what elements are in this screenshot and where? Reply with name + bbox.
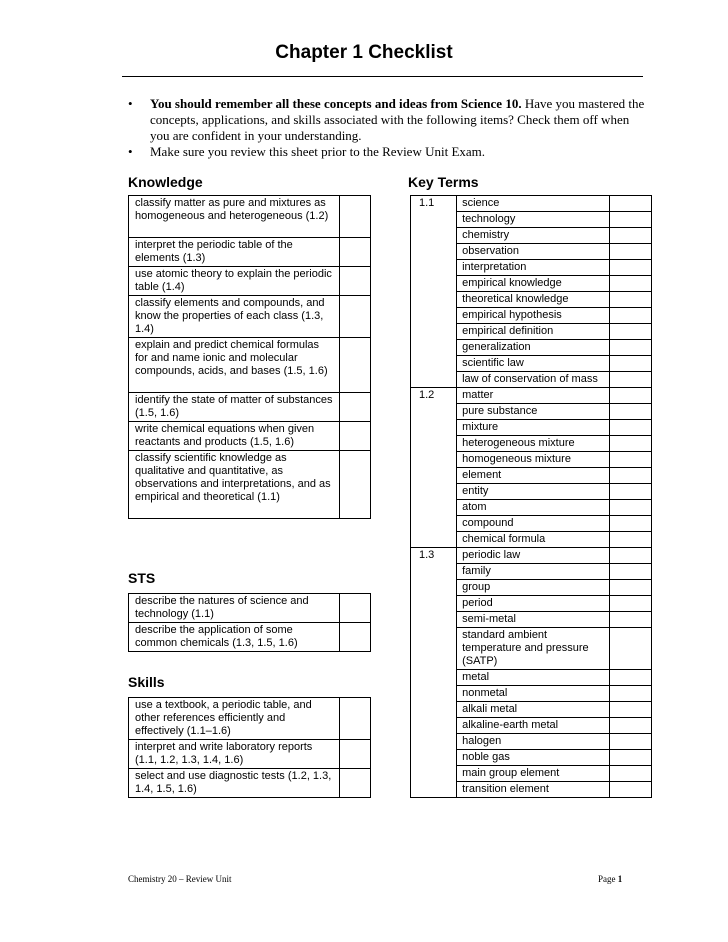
key-term-row <box>411 404 652 420</box>
key-term: standard ambient temperature and pressure (SATP) <box>457 628 610 670</box>
key-term-row <box>411 734 652 750</box>
section-number <box>411 308 457 324</box>
key-term: compound <box>457 516 610 532</box>
checklist-row <box>129 451 371 519</box>
key-term-row <box>411 500 652 516</box>
key-term: entity <box>457 484 610 500</box>
section-number <box>411 628 457 670</box>
checklist-row <box>129 698 371 740</box>
key-term-row <box>411 340 652 356</box>
checkbox[interactable] <box>610 580 652 596</box>
key-term: periodic law <box>457 548 610 564</box>
key-term-row <box>411 356 652 372</box>
section-number <box>411 340 457 356</box>
key-term-row <box>411 548 652 564</box>
key-term-row <box>411 766 652 782</box>
key-term: period <box>457 596 610 612</box>
instruction-text: Make sure you review this sheet prior to the Review Unit Exam. <box>150 144 486 159</box>
skills-heading: Skills <box>128 674 165 690</box>
key-term: empirical hypothesis <box>457 308 610 324</box>
key-term-row <box>411 420 652 436</box>
checklist-item-text: select and use diagnostic tests (1.2, 1.3, 1.4, 1.5, 1.6) <box>129 769 340 798</box>
key-term: alkali metal <box>457 702 610 718</box>
section-number: 1.3 <box>411 548 457 564</box>
key-term-row <box>411 436 652 452</box>
key-term: alkaline-earth metal <box>457 718 610 734</box>
key-term: nonmetal <box>457 686 610 702</box>
key-term-row <box>411 596 652 612</box>
key-terms-heading: Key Terms <box>408 174 479 190</box>
key-term-row <box>411 212 652 228</box>
checkbox[interactable] <box>610 468 652 484</box>
section-number <box>411 718 457 734</box>
key-term: chemical formula <box>457 532 610 548</box>
checklist-row <box>129 267 371 296</box>
key-term-row <box>411 580 652 596</box>
checkbox[interactable] <box>610 612 652 628</box>
checklist-item-text: use atomic theory to explain the periodic table (1.4) <box>129 267 340 296</box>
key-term-row <box>411 468 652 484</box>
key-term: semi-metal <box>457 612 610 628</box>
checklist-row <box>129 393 371 422</box>
checklist-row <box>129 338 371 393</box>
key-term: generalization <box>457 340 610 356</box>
key-term-row <box>411 564 652 580</box>
key-term-row <box>411 782 652 798</box>
checklist-row <box>129 769 371 798</box>
page-number: 1 <box>617 874 623 884</box>
key-term-row <box>411 372 652 388</box>
section-number: 1.2 <box>411 388 457 404</box>
section-number <box>411 324 457 340</box>
section-number <box>411 228 457 244</box>
checkbox[interactable] <box>610 244 652 260</box>
key-term: matter <box>457 388 610 404</box>
checkbox[interactable] <box>340 296 371 338</box>
key-term: science <box>457 196 610 212</box>
checkbox[interactable] <box>340 623 371 652</box>
section-number <box>411 404 457 420</box>
sts-heading: STS <box>128 570 156 586</box>
checkbox[interactable] <box>610 356 652 372</box>
checkbox[interactable] <box>610 308 652 324</box>
section-number <box>411 500 457 516</box>
instruction-text: Have you mastered the concepts, applications, and skills associated with the following items? Check them off when you are confident in your understanding. <box>150 96 645 143</box>
section-number <box>411 212 457 228</box>
footer-left: Chemistry 20 – Review Unit <box>128 874 232 884</box>
key-term: scientific law <box>457 356 610 372</box>
key-term-row <box>411 702 652 718</box>
section-number <box>411 564 457 580</box>
checklist-item-text: interpret and write laboratory reports (1.1, 1.2, 1.3, 1.4, 1.6) <box>129 740 340 769</box>
key-term-row <box>411 260 652 276</box>
checkbox[interactable] <box>610 484 652 500</box>
key-term: heterogeneous mixture <box>457 436 610 452</box>
key-term: transition element <box>457 782 610 798</box>
checkbox[interactable] <box>610 686 652 702</box>
key-term-row <box>411 718 652 734</box>
checkbox[interactable] <box>610 564 652 580</box>
checklist-item-text: describe the application of some common chemicals (1.3, 1.5, 1.6) <box>129 623 340 652</box>
checkbox[interactable] <box>610 260 652 276</box>
key-term-row <box>411 292 652 308</box>
key-term: halogen <box>457 734 610 750</box>
checklist-item-text: classify elements and compounds, and know the properties of each class (1.3, 1.4) <box>129 296 340 338</box>
checkbox[interactable] <box>340 338 371 393</box>
checkbox[interactable] <box>340 267 371 296</box>
key-term-row <box>411 276 652 292</box>
instructions-list <box>128 96 648 160</box>
checklist-row <box>129 422 371 451</box>
key-term: element <box>457 468 610 484</box>
section-number <box>411 276 457 292</box>
checkbox[interactable] <box>610 734 652 750</box>
checkbox[interactable] <box>610 196 652 212</box>
key-term: homogeneous mixture <box>457 452 610 468</box>
key-term-row <box>411 324 652 340</box>
checkbox[interactable] <box>340 393 371 422</box>
key-term-row <box>411 452 652 468</box>
checkbox[interactable] <box>610 766 652 782</box>
checklist-row <box>129 238 371 267</box>
checklist-item-text: interpret the periodic table of the elements (1.3) <box>129 238 340 267</box>
checkbox[interactable] <box>610 702 652 718</box>
checkbox[interactable] <box>610 750 652 766</box>
knowledge-heading: Knowledge <box>128 174 203 190</box>
checkbox[interactable] <box>610 782 652 798</box>
section-number <box>411 292 457 308</box>
section-number <box>411 580 457 596</box>
section-number <box>411 420 457 436</box>
checkbox[interactable] <box>340 769 371 798</box>
key-term: chemistry <box>457 228 610 244</box>
section-number <box>411 468 457 484</box>
checklist-item-text: classify matter as pure and mixtures as homogeneous and heterogeneous (1.2) <box>129 196 340 238</box>
key-term: law of conservation of mass <box>457 372 610 388</box>
checkbox[interactable] <box>610 436 652 452</box>
title-rule <box>122 76 643 77</box>
key-term: pure substance <box>457 404 610 420</box>
page-title: Chapter 1 Checklist <box>275 42 453 63</box>
key-term-row <box>411 670 652 686</box>
checkbox[interactable] <box>610 340 652 356</box>
checkbox[interactable] <box>340 451 371 519</box>
section-number <box>411 670 457 686</box>
key-term: metal <box>457 670 610 686</box>
section-number <box>411 612 457 628</box>
section-number <box>411 372 457 388</box>
key-term-row <box>411 308 652 324</box>
page-label: Page <box>598 874 616 884</box>
key-term-row <box>411 612 652 628</box>
footer-page <box>598 874 622 884</box>
checklist-item-text: classify scientific knowledge as qualitative and quantitative, as observations and interpretations, and as empirical and theoretical (1.1) <box>129 451 340 519</box>
section-number <box>411 750 457 766</box>
knowledge-table <box>128 195 371 519</box>
key-term-row <box>411 516 652 532</box>
key-term: interpretation <box>457 260 610 276</box>
checkbox[interactable] <box>610 596 652 612</box>
checkbox[interactable] <box>610 548 652 564</box>
key-term: theoretical knowledge <box>457 292 610 308</box>
section-number <box>411 766 457 782</box>
checkbox[interactable] <box>610 500 652 516</box>
checkbox[interactable] <box>610 404 652 420</box>
section-number: 1.1 <box>411 196 457 212</box>
key-term-row <box>411 228 652 244</box>
section-number <box>411 356 457 372</box>
checkbox[interactable] <box>610 516 652 532</box>
checkbox[interactable] <box>610 388 652 404</box>
instruction-item <box>128 96 648 144</box>
section-number <box>411 734 457 750</box>
section-number <box>411 596 457 612</box>
instruction-bold-text: You should remember all these concepts and ideas from Science 10. <box>150 96 522 111</box>
section-number <box>411 436 457 452</box>
key-term-row <box>411 750 652 766</box>
checkbox[interactable] <box>610 670 652 686</box>
key-term: atom <box>457 500 610 516</box>
section-number <box>411 516 457 532</box>
key-term-row <box>411 244 652 260</box>
key-terms-table <box>410 195 652 798</box>
checkbox[interactable] <box>610 372 652 388</box>
checklist-row <box>129 196 371 238</box>
skills-table <box>128 697 371 798</box>
section-number <box>411 484 457 500</box>
key-term: empirical knowledge <box>457 276 610 292</box>
checkbox[interactable] <box>610 452 652 468</box>
checkbox[interactable] <box>610 276 652 292</box>
checkbox[interactable] <box>340 422 371 451</box>
key-term: main group element <box>457 766 610 782</box>
checkbox[interactable] <box>610 228 652 244</box>
checklist-row <box>129 623 371 652</box>
checkbox[interactable] <box>340 740 371 769</box>
checklist-row <box>129 594 371 623</box>
section-number <box>411 782 457 798</box>
checkbox[interactable] <box>340 698 371 740</box>
section-number <box>411 244 457 260</box>
checklist-item-text: write chemical equations when given reactants and products (1.5, 1.6) <box>129 422 340 451</box>
instruction-item <box>128 144 648 160</box>
key-term: technology <box>457 212 610 228</box>
key-term: group <box>457 580 610 596</box>
checkbox[interactable] <box>340 594 371 623</box>
checkbox[interactable] <box>610 292 652 308</box>
section-number <box>411 702 457 718</box>
checkbox[interactable] <box>610 718 652 734</box>
section-number <box>411 532 457 548</box>
key-term-row <box>411 628 652 670</box>
key-term-row <box>411 686 652 702</box>
key-term: observation <box>457 244 610 260</box>
checkbox[interactable] <box>610 324 652 340</box>
key-term-row <box>411 388 652 404</box>
key-term: family <box>457 564 610 580</box>
checklist-item-text: describe the natures of science and technology (1.1) <box>129 594 340 623</box>
key-term: empirical definition <box>457 324 610 340</box>
checkbox[interactable] <box>340 238 371 267</box>
section-number <box>411 260 457 276</box>
checklist-row <box>129 740 371 769</box>
sts-table <box>128 593 371 652</box>
checklist-item-text: use a textbook, a periodic table, and other references efficiently and effectively (1.1–1.6) <box>129 698 340 740</box>
section-number <box>411 686 457 702</box>
checklist-row <box>129 296 371 338</box>
checkbox[interactable] <box>610 212 652 228</box>
checkbox[interactable] <box>610 532 652 548</box>
section-number <box>411 452 457 468</box>
key-term: noble gas <box>457 750 610 766</box>
checkbox[interactable] <box>340 196 371 238</box>
checklist-item-text: identify the state of matter of substances (1.5, 1.6) <box>129 393 340 422</box>
checkbox[interactable] <box>610 628 652 670</box>
key-term: mixture <box>457 420 610 436</box>
key-term-row <box>411 532 652 548</box>
key-term-row <box>411 484 652 500</box>
checkbox[interactable] <box>610 420 652 436</box>
key-term-row <box>411 196 652 212</box>
checklist-item-text: explain and predict chemical formulas for and name ionic and molecular compounds, acids, and bases (1.5, 1.6) <box>129 338 340 393</box>
